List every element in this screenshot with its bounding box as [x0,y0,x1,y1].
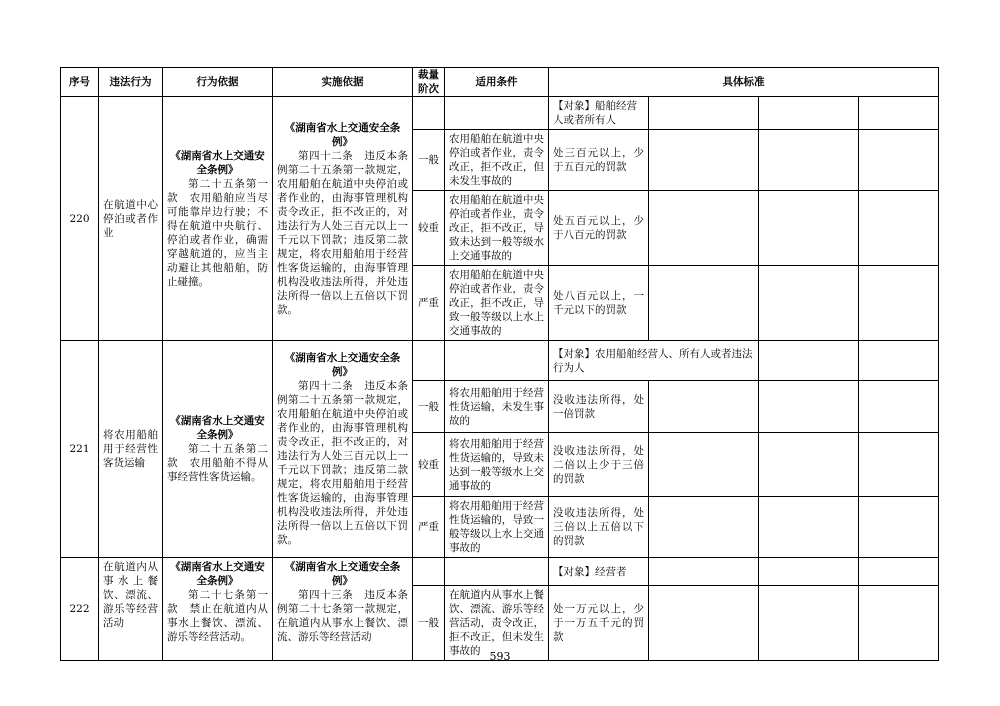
table-row [61,97,939,130]
header-basis: 行为依据 [163,68,273,97]
row-221-basis-text: 第二十五条第二款 农用船舶不得从事经营性客货运输。 [167,443,268,483]
row-222-basis-law: 《湖南省水上交通安全条例》 [170,561,265,587]
row-220-impl-law: 《湖南省水上交通安全条例》 [284,121,401,148]
row-221-impl-law: 《湖南省水上交通安全条例》 [284,352,401,378]
row-221-cond-2: 将农用船舶用于经营性货运输的，导致未达到一般等级水上交通事故的 [445,433,549,497]
header-impl: 实施依据 [273,68,413,97]
header-std: 具体标准 [549,68,939,97]
row-221-cond-3: 将农用船舶用于经营性货运输的，导致一般等级以上水上交通事故的 [445,497,549,558]
row-220-cond-2: 农用船舶在航道中央停泊或者作业，责令改正，拒不改正，导致未达到一般等级水上交通事故的 [445,191,549,266]
row-221-impl-text: 第四十二条 违反本条例第二十五条第一款规定，农用船舶在航道中央停泊或者作业的，由海事管理机构责令改正，拒不改正的，对违法行为人处三百元以上一千元以下罚款；违反第二款规定，将农用船舶用于经营性客货运输的，由海事管理机构没收违法所得，并处违法所得一倍以上五倍以下罚款。 [277,380,408,546]
row-222-act: 在航道内从事水上餐饮、漂流、游乐等经营活动 [99,558,163,661]
row-221-std-1: 没收违法所得，处一倍罚款 [549,381,649,433]
row-220-target: 【对象】船舶经营人或者所有人 [549,97,649,130]
row-222-no: 222 [61,558,99,661]
header-row [61,68,939,97]
row-221-std-2: 没收违法所得，处二倍以上少于三倍的罚款 [549,433,649,497]
row-220-basis-law: 《湖南省水上交通安全条例》 [170,149,265,176]
row-220-basis-text: 第二十五条第一款 农用船舶应当尽可能靠岸边行驶；不得在航道中央航行、停泊或者作业，确需穿越航道的，应当主动避让其他船舶，防止碰撞。 [167,177,268,288]
header-no: 序号 [61,68,99,97]
table-row [61,341,939,381]
row-220-std-1: 处三百元以上，少于五百元的罚款 [549,130,649,191]
row-222-impl [273,558,413,661]
row-220-std-2: 处五百元以上，少于八百元的罚款 [549,191,649,266]
row-222-impl-law: 《湖南省水上交通安全条例》 [284,561,401,587]
row-221-level-1: 一般 [413,381,445,433]
row-222-basis-text: 第二十七条第一款 禁止在航道内从事水上餐饮、漂流、游乐等经营活动。 [167,589,268,643]
row-221-basis-law: 《湖南省水上交通安全条例》 [170,415,265,441]
header-cond: 适用条件 [445,68,549,97]
row-221-basis [163,341,273,558]
row-220-level-1: 一般 [413,130,445,191]
table-row [61,558,939,586]
row-222-level-1: 一般 [413,586,445,661]
row-220-act: 在航道中心停泊或者作业 [99,97,163,341]
row-221-no: 221 [61,341,99,558]
row-220-impl [273,97,413,341]
row-222-cond-1: 在航道内从事水上餐饮、漂流、游乐等经营活动，责令改正，拒不改正，但未发生事故的 [445,586,549,661]
row-220-impl-text: 第四十二条 违反本条例第二十五条第一款规定，农用船舶在航道中央停泊或者作业的，由海事管理机构责令改正，拒不改正的，对违法行为人处三百元以上一千元以下罚款；违反第二款规定，将农用船舶用于经营性客货运输的，由海事管理机构没收违法所得，并处违法所得一倍以上五倍以下罚款。 [277,149,408,316]
row-220-basis [163,97,273,341]
row-221-cond-1: 将农用船舶用于经营性货运输，未发生事故的 [445,381,549,433]
row-220-no: 220 [61,97,99,341]
row-221-level-3: 严重 [413,497,445,558]
row-221-std-3: 没收违法所得，处三倍以上五倍以下的罚款 [549,497,649,558]
row-222-target: 【对象】经营者 [549,558,649,586]
row-222-impl-text: 第四十三条 违反本条例第二十七条第一款规定，在航道内从事水上餐饮、漂流、游乐等经营活动 [277,589,408,643]
row-220-level-2: 较重 [413,191,445,266]
header-level: 裁量阶次 [413,68,445,97]
row-221-act: 将农用船舶用于经营性客货运输 [99,341,163,558]
header-act: 违法行为 [99,68,163,97]
row-221-impl [273,341,413,558]
page-number: 593 [489,650,511,663]
row-222-basis [163,558,273,661]
row-221-level-2: 较重 [413,433,445,497]
penalty-standards-table [60,67,939,661]
row-220-cond-3: 农用船舶在航道中央停泊或者作业，责令改正，拒不改正，导致一般等级以上水上交通事故的 [445,266,549,341]
row-220-cond-1: 农用船舶在航道中央停泊或者作业，责令改正，拒不改正，但未发生事故的 [445,130,549,191]
row-222-std-1: 处一万元以上，少于一万五千元的罚款 [549,586,649,661]
row-220-level-3: 严重 [413,266,445,341]
row-221-target: 【对象】农用船舶经营人、所有人或者违法行为人 [549,341,759,381]
row-220-std-3: 处八百元以上，一千元以下的罚款 [549,266,649,341]
